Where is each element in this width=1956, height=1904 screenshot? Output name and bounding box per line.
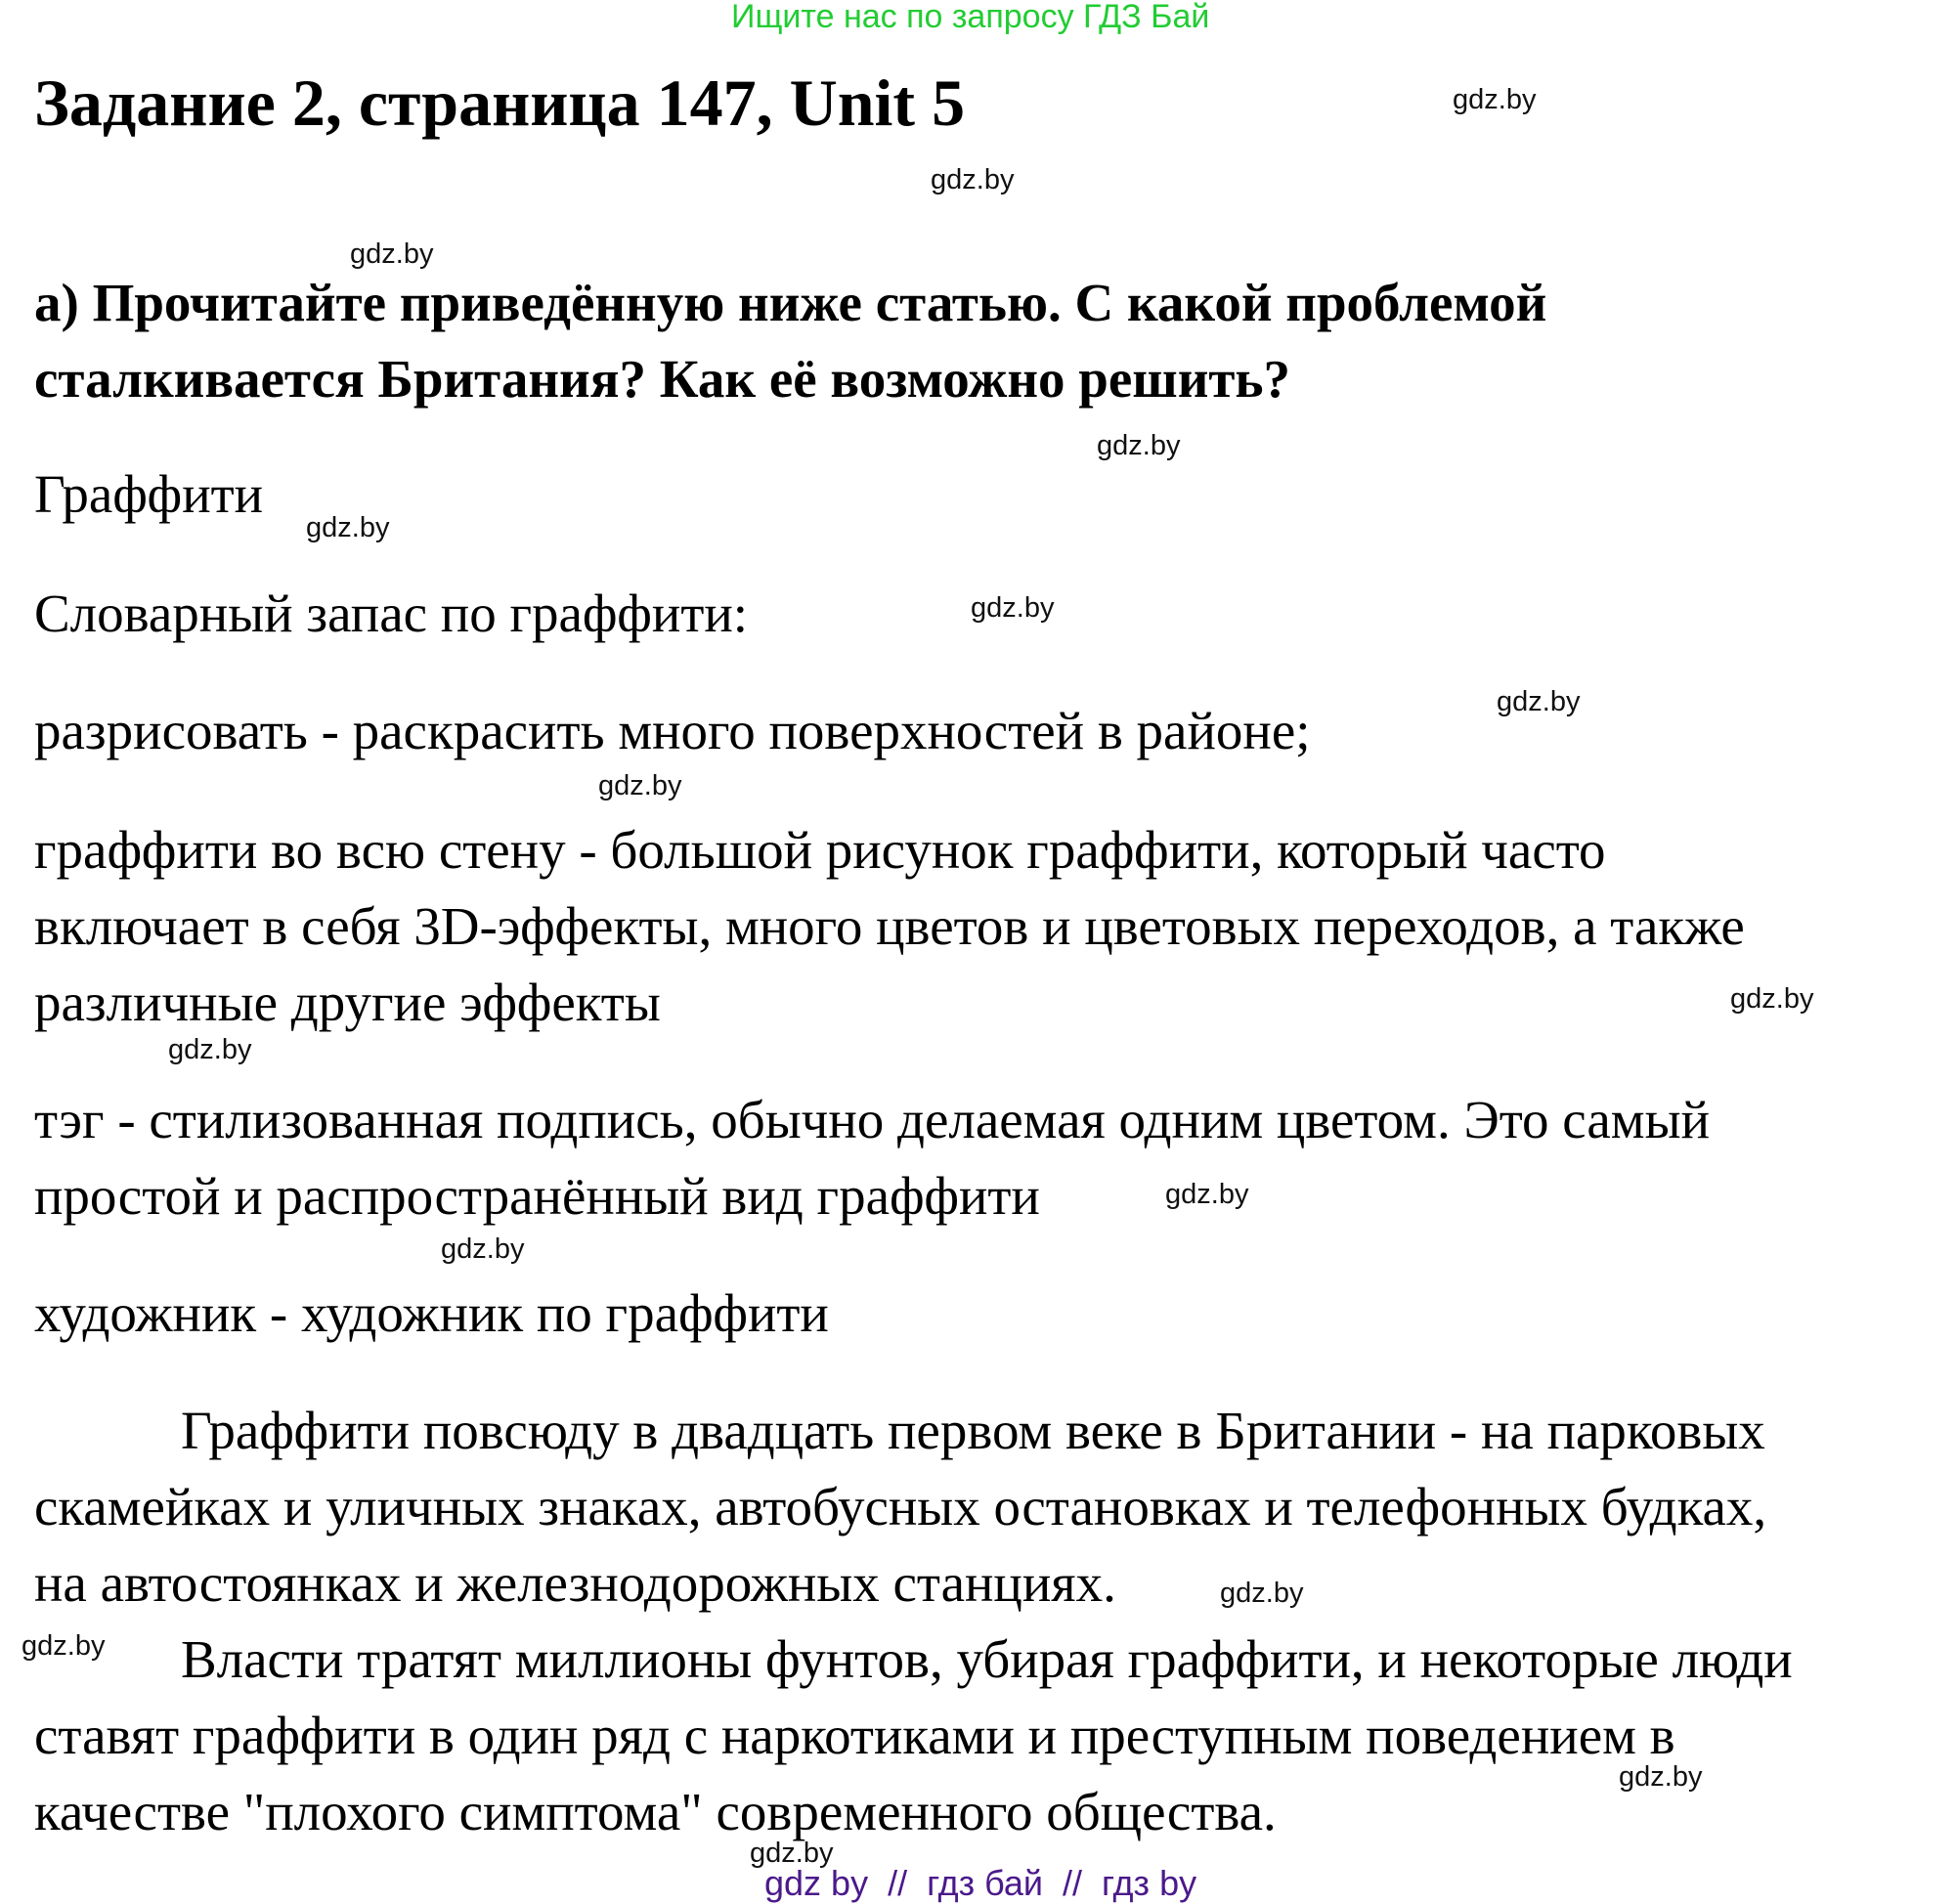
vocab-item: граффити во всю стену - большой рисунок граффити, который часто	[34, 820, 1606, 880]
watermark: gdz.by	[598, 770, 682, 801]
page-title: Задание 2, страница 147, Unit 5	[34, 65, 966, 140]
watermark: gdz.by	[22, 1630, 106, 1662]
watermark: gdz.by	[1097, 430, 1181, 461]
article-paragraph-2: качестве "плохого симптома" современного общества.	[34, 1782, 1277, 1841]
watermark: gdz.by	[1220, 1578, 1304, 1609]
task-line-1: a) Прочитайте приведённую ниже статью. С какой проблемой	[34, 273, 1547, 332]
watermark: gdz.by	[306, 512, 390, 543]
footer-links: gdz by // гдз бай // гдз by	[764, 1863, 1197, 1903]
watermark: gdz.by	[1619, 1761, 1703, 1793]
vocab-item: включает в себя 3D-эффекты, много цветов и цветовых переходов, а также	[34, 896, 1745, 956]
watermark: gdz.by	[1165, 1179, 1249, 1210]
vocab-item: художник - художник по граффити	[34, 1283, 829, 1343]
watermark: gdz.by	[971, 592, 1055, 624]
watermark: gdz.by	[1497, 686, 1581, 717]
watermark: gdz.by	[1453, 84, 1537, 115]
top-banner: Ищите нас по запросу ГДЗ Бай	[731, 0, 1210, 35]
article-paragraph-1: на автостоянках и железнодорожных станциях.	[34, 1553, 1116, 1613]
vocab-item: простой и распространённый вид граффити	[34, 1166, 1040, 1226]
watermark: gdz.by	[750, 1838, 834, 1869]
article-paragraph-2: Власти тратят миллионы фунтов, убирая граффити, и некоторые люди	[181, 1629, 1793, 1689]
vocab-item: тэг - стилизованная подпись, обычно делаемая одним цветом. Это самый	[34, 1090, 1710, 1149]
watermark: gdz.by	[441, 1233, 525, 1265]
vocab-label: Словарный запас по граффити:	[34, 584, 749, 643]
watermark: gdz.by	[350, 238, 434, 270]
vocab-item: разрисовать - раскрасить много поверхностей в районе;	[34, 701, 1311, 760]
watermark: gdz.by	[931, 164, 1015, 195]
article-paragraph-1: скамейках и уличных знаках, автобусных остановках и телефонных будках,	[34, 1477, 1767, 1536]
watermark: gdz.by	[168, 1034, 252, 1065]
vocab-item: различные другие эффекты	[34, 973, 661, 1032]
task-line-2: сталкивается Британия? Как её возможно решить?	[34, 349, 1290, 409]
article-paragraph-1: Граффити повсюду в двадцать первом веке в Британии - на парковых	[181, 1401, 1765, 1460]
article-paragraph-2: ставят граффити в один ряд с наркотиками и преступным поведением в	[34, 1706, 1675, 1765]
section-heading: Граффити	[34, 464, 264, 524]
watermark: gdz.by	[1730, 983, 1814, 1015]
